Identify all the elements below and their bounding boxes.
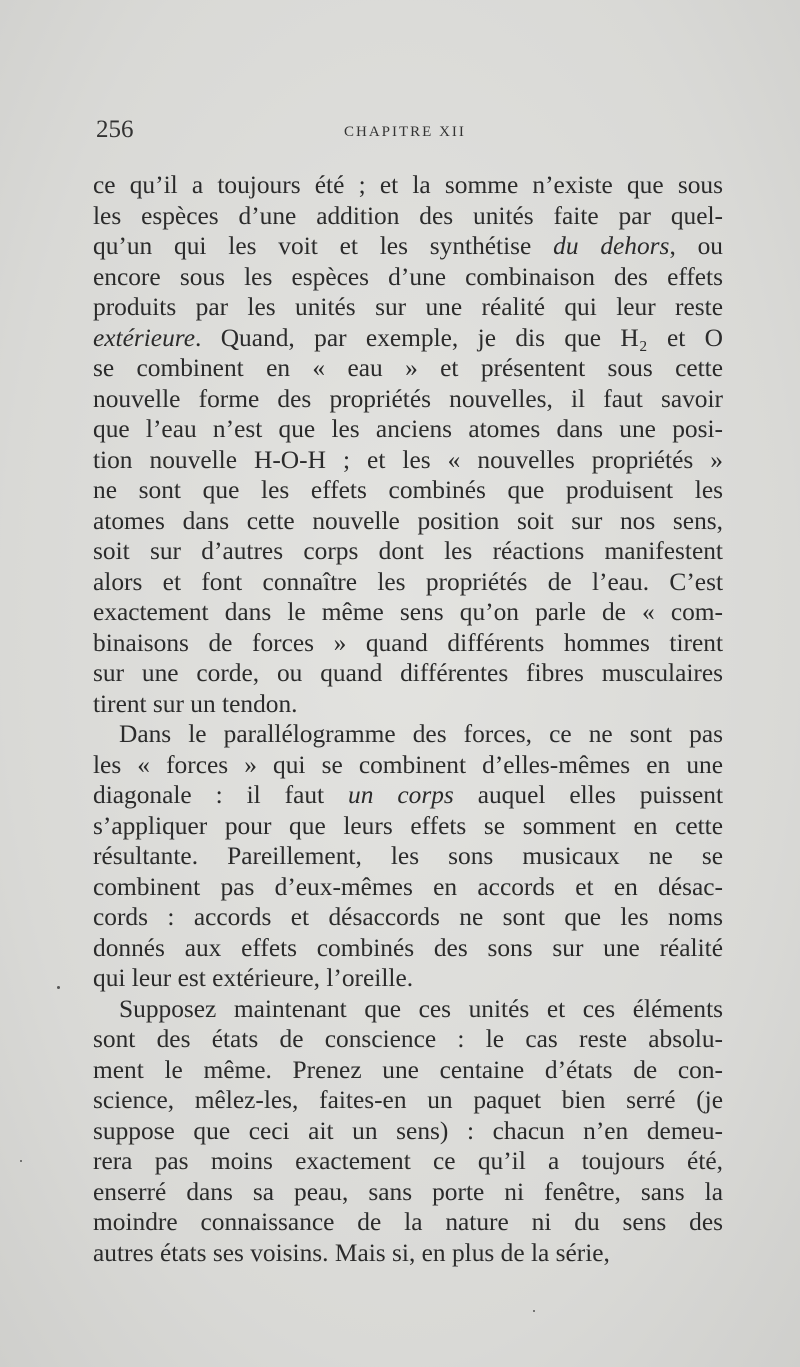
text-run: qu’un qui les voit et les synthétise: [93, 232, 554, 260]
page-number: 256: [96, 116, 134, 143]
text-line: [93, 384, 723, 415]
text-run: sont des états de conscience : le cas reste absolu-: [93, 1025, 723, 1053]
text-run: encore sous les espèces d’une combinaison des effets: [93, 262, 723, 291]
paper-speck: [533, 1310, 535, 1312]
text-line: [93, 1085, 723, 1116]
text-line: [93, 1207, 723, 1238]
text-run: nouvelle forme des propriétés nouvelles, il faut savoir: [93, 384, 723, 413]
text-run: cords : accords et désaccords ne sont que les noms: [93, 903, 723, 931]
text-line: [93, 536, 723, 567]
text-line: [93, 292, 723, 323]
text-run: exactement dans le même sens qu’on parle de « com-: [93, 598, 723, 626]
text-line: [93, 1024, 723, 1055]
text-run: donnés aux effets combinés des sons sur une réalité: [93, 933, 723, 962]
text-run: soit sur d’autres corps dont les réactions manifestent: [93, 537, 723, 565]
text-line: [93, 445, 723, 476]
text-run: les « forces » qui se combinent d’elles-mêmes en une: [93, 750, 723, 779]
text-run: tirent sur un tendon.: [93, 689, 298, 718]
paper-speck: [20, 1160, 22, 1162]
text-line: [93, 506, 723, 537]
italic-text: extérieure: [93, 323, 195, 352]
text-run: ment le même. Prenez une centaine d’états de con-: [93, 1055, 723, 1084]
text-line: [93, 201, 723, 232]
text-run: sur une corde, ou quand différentes fibres musculaires: [93, 659, 723, 687]
italic-text: un corps: [348, 781, 454, 809]
text-line: [93, 170, 723, 201]
text-run: binaisons de forces » quand différents hommes tirent: [93, 628, 723, 657]
text-run: Dans le parallélogramme des forces, ce ne sont pas: [119, 720, 723, 748]
text-run: . Quand, par exemple, je dis que H₂ et O: [194, 323, 723, 352]
text-run: , ou: [669, 232, 723, 260]
text-line: [93, 811, 723, 842]
running-head: CHAPITRE XII: [344, 124, 466, 140]
text-line: [93, 750, 723, 781]
text-line: [93, 475, 723, 506]
text-line: [93, 353, 723, 384]
text-line: [93, 567, 723, 598]
italic-text: du dehors: [553, 232, 670, 260]
paragraph: [93, 994, 723, 1269]
text-run: science, mêlez-les, faites-en un paquet bien serré (je: [93, 1086, 723, 1114]
text-run: se combinent en « eau » et présentent sous cette: [93, 354, 723, 382]
text-line: [93, 841, 723, 872]
text-run: Supposez maintenant que ces unités et ces éléments: [119, 994, 723, 1023]
text-line: [93, 780, 723, 811]
text-run: suppose que ceci ait un sens) : chacun n’en demeu-: [93, 1116, 723, 1145]
text-line: [93, 1116, 723, 1147]
text-run: auquel elles puissent: [453, 781, 724, 809]
text-run: diagonale : il faut: [93, 781, 349, 809]
text-line: [93, 1238, 723, 1269]
text-run: résultante. Pareillement, les sons musicaux ne se: [93, 842, 723, 870]
page-header: [96, 116, 720, 146]
text-run: ce qu’il a toujours été ; et la somme n’existe que sous: [93, 171, 723, 199]
text-line: [93, 414, 723, 445]
text-run: ne sont que les effets combinés que produisent les: [93, 476, 723, 504]
text-run: qui leur est extérieure, l’oreille.: [93, 964, 414, 992]
text-line: [93, 933, 723, 964]
text-run: tion nouvelle H-O-H ; et les « nouvelles propriétés »: [93, 445, 723, 474]
text-line: [93, 872, 723, 903]
text-run: autres états ses voisins. Mais si, en plus de la série,: [93, 1238, 610, 1267]
text-run: rera pas moins exactement ce qu’il a toujours été,: [93, 1147, 723, 1175]
text-line: [93, 994, 723, 1025]
text-run: moindre connaissance de la nature ni du sens des: [93, 1208, 723, 1236]
text-line: [93, 628, 723, 659]
text-line: [93, 963, 723, 994]
text-line: [93, 1177, 723, 1208]
text-run: combinent pas d’eux-mêmes en accords et en désac-: [93, 872, 723, 901]
text-run: atomes dans cette nouvelle position soit sur nos sens,: [93, 506, 723, 535]
body-text: [93, 170, 723, 1268]
text-run: enserré dans sa peau, sans porte ni fenêtre, sans la: [93, 1177, 723, 1206]
text-line: [93, 689, 723, 720]
text-line: [93, 323, 723, 354]
text-line: [93, 231, 723, 262]
text-run: produits par les unités sur une réalité qui leur reste: [93, 293, 723, 321]
text-line: [93, 597, 723, 628]
text-run: les espèces d’une addition des unités faite par quel-: [93, 201, 723, 230]
text-line: [93, 1146, 723, 1177]
text-run: que l’eau n’est que les anciens atomes dans une posi-: [93, 415, 723, 443]
text-run: s’appliquer pour que leurs effets se somment en cette: [93, 811, 723, 840]
text-run: alors et font connaître les propriétés de l’eau. C’est: [93, 567, 723, 596]
paragraph: [93, 170, 723, 719]
text-line: [93, 902, 723, 933]
paper-speck: [57, 986, 60, 989]
text-line: [93, 658, 723, 689]
text-line: [93, 719, 723, 750]
paragraph: [93, 719, 723, 994]
text-line: [93, 1055, 723, 1086]
text-line: [93, 262, 723, 293]
